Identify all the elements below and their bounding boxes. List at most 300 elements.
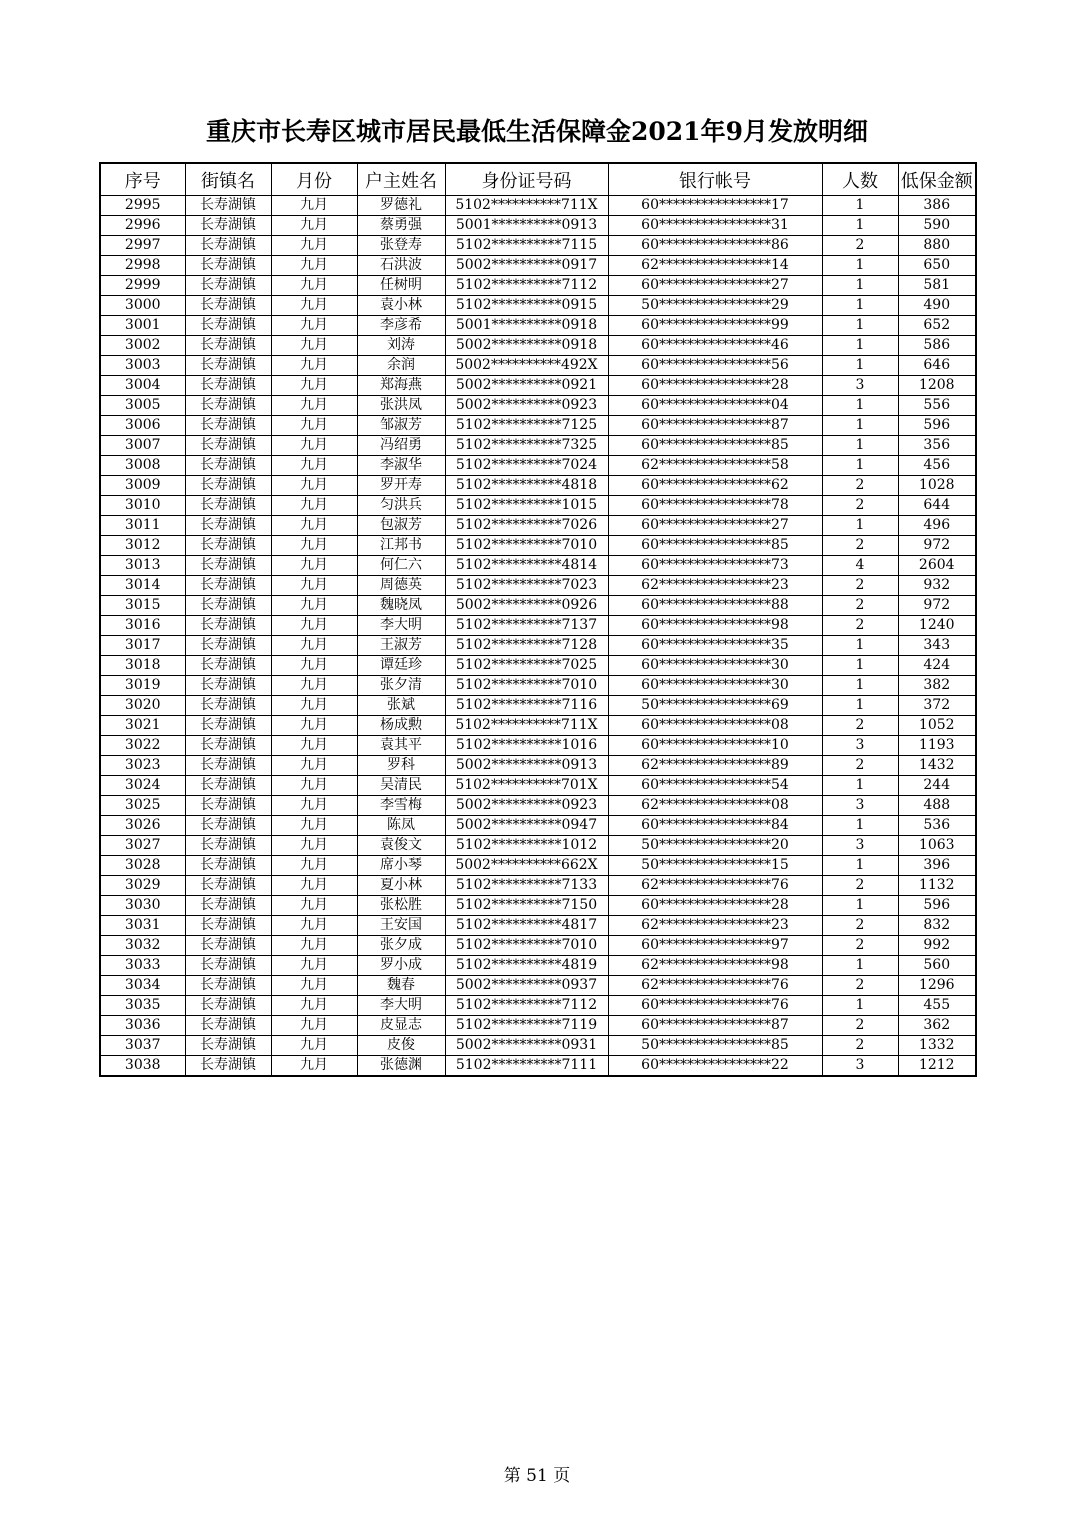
month-cell: 九月 <box>271 476 357 496</box>
id-number-cell: 5002**********0913 <box>445 756 608 776</box>
town-cell: 长寿湖镇 <box>185 436 271 456</box>
month-cell: 九月 <box>271 996 357 1016</box>
table-row <box>100 556 976 576</box>
householder-cell: 夏小林 <box>357 876 445 896</box>
serial-cell: 3036 <box>100 1016 185 1036</box>
table-row <box>100 696 976 716</box>
bank-account-cell: 50****************85 <box>608 1036 822 1056</box>
table-header-row <box>100 163 976 196</box>
bank-account-cell: 60****************87 <box>608 416 822 436</box>
id-number-cell: 5102**********4814 <box>445 556 608 576</box>
persons-cell: 2 <box>822 976 898 996</box>
month-cell: 九月 <box>271 716 357 736</box>
month-cell: 九月 <box>271 576 357 596</box>
town-cell: 长寿湖镇 <box>185 676 271 696</box>
householder-cell: 皮显志 <box>357 1016 445 1036</box>
amount-cell: 1332 <box>898 1036 976 1056</box>
householder-cell: 罗开寿 <box>357 476 445 496</box>
town-cell: 长寿湖镇 <box>185 616 271 636</box>
bank-account-cell: 60****************84 <box>608 816 822 836</box>
month-cell: 九月 <box>271 956 357 976</box>
serial-cell: 3021 <box>100 716 185 736</box>
amount-cell: 1132 <box>898 876 976 896</box>
persons-cell: 2 <box>822 496 898 516</box>
table-row <box>100 356 976 376</box>
table-row <box>100 576 976 596</box>
householder-cell: 包淑芳 <box>357 516 445 536</box>
bank-account-cell: 62****************98 <box>608 956 822 976</box>
table-row <box>100 776 976 796</box>
persons-cell: 1 <box>822 696 898 716</box>
amount-cell: 1432 <box>898 756 976 776</box>
persons-cell: 1 <box>822 816 898 836</box>
table-row <box>100 456 976 476</box>
householder-cell: 王安国 <box>357 916 445 936</box>
bank-account-cell: 62****************89 <box>608 756 822 776</box>
persons-cell: 2 <box>822 1036 898 1056</box>
bank-account-cell: 60****************22 <box>608 1056 822 1077</box>
table-body <box>100 196 976 1077</box>
id-number-cell: 5001**********0913 <box>445 216 608 236</box>
id-number-cell: 5001**********0918 <box>445 316 608 336</box>
householder-cell: 李彦希 <box>357 316 445 336</box>
town-cell: 长寿湖镇 <box>185 476 271 496</box>
serial-cell: 2997 <box>100 236 185 256</box>
id-number-cell: 5002**********0937 <box>445 976 608 996</box>
persons-cell: 3 <box>822 736 898 756</box>
table-row <box>100 276 976 296</box>
town-cell: 长寿湖镇 <box>185 256 271 276</box>
month-cell: 九月 <box>271 436 357 456</box>
serial-cell: 3025 <box>100 796 185 816</box>
table-row <box>100 976 976 996</box>
id-number-cell: 5102**********7112 <box>445 996 608 1016</box>
month-cell: 九月 <box>271 236 357 256</box>
bank-account-cell: 50****************29 <box>608 296 822 316</box>
householder-cell: 张松胜 <box>357 896 445 916</box>
month-cell: 九月 <box>271 776 357 796</box>
serial-cell: 3030 <box>100 896 185 916</box>
amount-cell: 1208 <box>898 376 976 396</box>
id-number-cell: 5102**********1016 <box>445 736 608 756</box>
amount-cell: 596 <box>898 896 976 916</box>
amount-cell: 488 <box>898 796 976 816</box>
table-row <box>100 536 976 556</box>
serial-cell: 3012 <box>100 536 185 556</box>
persons-cell: 1 <box>822 956 898 976</box>
town-cell: 长寿湖镇 <box>185 736 271 756</box>
town-cell: 长寿湖镇 <box>185 816 271 836</box>
id-number-cell: 5102**********7128 <box>445 636 608 656</box>
householder-cell: 周德英 <box>357 576 445 596</box>
amount-cell: 244 <box>898 776 976 796</box>
town-cell: 长寿湖镇 <box>185 936 271 956</box>
householder-cell: 袁俊文 <box>357 836 445 856</box>
town-cell: 长寿湖镇 <box>185 1016 271 1036</box>
persons-cell: 1 <box>822 276 898 296</box>
householder-cell: 李大明 <box>357 996 445 1016</box>
serial-cell: 3022 <box>100 736 185 756</box>
householder-cell: 陈凤 <box>357 816 445 836</box>
table-row <box>100 796 976 816</box>
table-row <box>100 476 976 496</box>
town-cell: 长寿湖镇 <box>185 916 271 936</box>
serial-cell: 2999 <box>100 276 185 296</box>
col-header-householder: 户主姓名 <box>357 163 445 196</box>
col-header-persons: 人数 <box>822 163 898 196</box>
table-row <box>100 1056 976 1077</box>
bank-account-cell: 60****************28 <box>608 376 822 396</box>
bank-account-cell: 60****************88 <box>608 596 822 616</box>
bank-account-cell: 60****************31 <box>608 216 822 236</box>
id-number-cell: 5102**********4818 <box>445 476 608 496</box>
table-row <box>100 1036 976 1056</box>
month-cell: 九月 <box>271 536 357 556</box>
serial-cell: 2998 <box>100 256 185 276</box>
bank-account-cell: 60****************78 <box>608 496 822 516</box>
town-cell: 长寿湖镇 <box>185 756 271 776</box>
bank-account-cell: 60****************97 <box>608 936 822 956</box>
table-row <box>100 616 976 636</box>
id-number-cell: 5102**********7112 <box>445 276 608 296</box>
town-cell: 长寿湖镇 <box>185 556 271 576</box>
town-cell: 长寿湖镇 <box>185 956 271 976</box>
table-row <box>100 216 976 236</box>
householder-cell: 刘涛 <box>357 336 445 356</box>
amount-cell: 972 <box>898 536 976 556</box>
persons-cell: 1 <box>822 196 898 216</box>
persons-cell: 2 <box>822 876 898 896</box>
persons-cell: 1 <box>822 296 898 316</box>
table-row <box>100 856 976 876</box>
persons-cell: 1 <box>822 896 898 916</box>
serial-cell: 3013 <box>100 556 185 576</box>
town-cell: 长寿湖镇 <box>185 636 271 656</box>
householder-cell: 袁其平 <box>357 736 445 756</box>
householder-cell: 张洪凤 <box>357 396 445 416</box>
id-number-cell: 5002**********0917 <box>445 256 608 276</box>
householder-cell: 匀洪兵 <box>357 496 445 516</box>
serial-cell: 3014 <box>100 576 185 596</box>
month-cell: 九月 <box>271 656 357 676</box>
id-number-cell: 5102**********7150 <box>445 896 608 916</box>
town-cell: 长寿湖镇 <box>185 856 271 876</box>
persons-cell: 1 <box>822 356 898 376</box>
month-cell: 九月 <box>271 696 357 716</box>
table-row <box>100 376 976 396</box>
persons-cell: 1 <box>822 436 898 456</box>
bank-account-cell: 60****************99 <box>608 316 822 336</box>
col-header-serial: 序号 <box>100 163 185 196</box>
bank-account-cell: 60****************30 <box>608 676 822 696</box>
town-cell: 长寿湖镇 <box>185 1056 271 1077</box>
householder-cell: 李雪梅 <box>357 796 445 816</box>
persons-cell: 1 <box>822 776 898 796</box>
town-cell: 长寿湖镇 <box>185 216 271 236</box>
month-cell: 九月 <box>271 316 357 336</box>
persons-cell: 3 <box>822 836 898 856</box>
table-row <box>100 996 976 1016</box>
serial-cell: 3009 <box>100 476 185 496</box>
table-row <box>100 676 976 696</box>
amount-cell: 880 <box>898 236 976 256</box>
persons-cell: 2 <box>822 616 898 636</box>
persons-cell: 2 <box>822 596 898 616</box>
householder-cell: 张德渊 <box>357 1056 445 1077</box>
town-cell: 长寿湖镇 <box>185 376 271 396</box>
persons-cell: 3 <box>822 796 898 816</box>
householder-cell: 席小琴 <box>357 856 445 876</box>
month-cell: 九月 <box>271 676 357 696</box>
id-number-cell: 5102**********711X <box>445 716 608 736</box>
town-cell: 长寿湖镇 <box>185 496 271 516</box>
persons-cell: 2 <box>822 936 898 956</box>
householder-cell: 江邦书 <box>357 536 445 556</box>
persons-cell: 1 <box>822 456 898 476</box>
town-cell: 长寿湖镇 <box>185 296 271 316</box>
id-number-cell: 5102**********7010 <box>445 936 608 956</box>
serial-cell: 3000 <box>100 296 185 316</box>
householder-cell: 李大明 <box>357 616 445 636</box>
householder-cell: 张登寿 <box>357 236 445 256</box>
id-number-cell: 5102**********7116 <box>445 696 608 716</box>
serial-cell: 3029 <box>100 876 185 896</box>
serial-cell: 3023 <box>100 756 185 776</box>
bank-account-cell: 60****************62 <box>608 476 822 496</box>
amount-cell: 490 <box>898 296 976 316</box>
table-row <box>100 836 976 856</box>
persons-cell: 1 <box>822 396 898 416</box>
persons-cell: 1 <box>822 856 898 876</box>
month-cell: 九月 <box>271 736 357 756</box>
month-cell: 九月 <box>271 196 357 216</box>
table-row <box>100 496 976 516</box>
bank-account-cell: 60****************27 <box>608 276 822 296</box>
bank-account-cell: 62****************58 <box>608 456 822 476</box>
town-cell: 长寿湖镇 <box>185 316 271 336</box>
persons-cell: 3 <box>822 1056 898 1077</box>
persons-cell: 1 <box>822 336 898 356</box>
persons-cell: 2 <box>822 576 898 596</box>
bank-account-cell: 62****************14 <box>608 256 822 276</box>
bank-account-cell: 60****************85 <box>608 436 822 456</box>
town-cell: 长寿湖镇 <box>185 836 271 856</box>
amount-cell: 650 <box>898 256 976 276</box>
id-number-cell: 5102**********711X <box>445 196 608 216</box>
amount-cell: 596 <box>898 416 976 436</box>
amount-cell: 992 <box>898 936 976 956</box>
householder-cell: 魏春 <box>357 976 445 996</box>
householder-cell: 袁小林 <box>357 296 445 316</box>
id-number-cell: 5102**********1015 <box>445 496 608 516</box>
amount-cell: 932 <box>898 576 976 596</box>
householder-cell: 谭廷珍 <box>357 656 445 676</box>
amount-cell: 1063 <box>898 836 976 856</box>
amount-cell: 644 <box>898 496 976 516</box>
householder-cell: 邹淑芳 <box>357 416 445 436</box>
month-cell: 九月 <box>271 556 357 576</box>
table-row <box>100 316 976 336</box>
month-cell: 九月 <box>271 216 357 236</box>
id-number-cell: 5102**********4817 <box>445 916 608 936</box>
table-row <box>100 756 976 776</box>
serial-cell: 3026 <box>100 816 185 836</box>
id-number-cell: 5002**********0931 <box>445 1036 608 1056</box>
amount-cell: 1296 <box>898 976 976 996</box>
id-number-cell: 5102**********7010 <box>445 676 608 696</box>
month-cell: 九月 <box>271 816 357 836</box>
month-cell: 九月 <box>271 1056 357 1077</box>
id-number-cell: 5102**********7137 <box>445 616 608 636</box>
persons-cell: 3 <box>822 376 898 396</box>
householder-cell: 张夕成 <box>357 936 445 956</box>
bank-account-cell: 60****************35 <box>608 636 822 656</box>
persons-cell: 2 <box>822 916 898 936</box>
id-number-cell: 5002**********492X <box>445 356 608 376</box>
serial-cell: 3032 <box>100 936 185 956</box>
id-number-cell: 5102**********7024 <box>445 456 608 476</box>
amount-cell: 581 <box>898 276 976 296</box>
amount-cell: 386 <box>898 196 976 216</box>
id-number-cell: 5102**********7026 <box>445 516 608 536</box>
amount-cell: 424 <box>898 656 976 676</box>
bank-account-cell: 60****************85 <box>608 536 822 556</box>
table-row <box>100 196 976 216</box>
serial-cell: 3024 <box>100 776 185 796</box>
table-row <box>100 956 976 976</box>
householder-cell: 皮俊 <box>357 1036 445 1056</box>
id-number-cell: 5102**********7325 <box>445 436 608 456</box>
serial-cell: 3019 <box>100 676 185 696</box>
bank-account-cell: 50****************69 <box>608 696 822 716</box>
householder-cell: 张夕清 <box>357 676 445 696</box>
persons-cell: 1 <box>822 996 898 1016</box>
persons-cell: 1 <box>822 636 898 656</box>
town-cell: 长寿湖镇 <box>185 976 271 996</box>
serial-cell: 3001 <box>100 316 185 336</box>
bank-account-cell: 62****************23 <box>608 916 822 936</box>
serial-cell: 3027 <box>100 836 185 856</box>
bank-account-cell: 60****************08 <box>608 716 822 736</box>
month-cell: 九月 <box>271 296 357 316</box>
bank-account-cell: 60****************04 <box>608 396 822 416</box>
table-row <box>100 916 976 936</box>
amount-cell: 652 <box>898 316 976 336</box>
table-row <box>100 336 976 356</box>
serial-cell: 3003 <box>100 356 185 376</box>
serial-cell: 3015 <box>100 596 185 616</box>
month-cell: 九月 <box>271 416 357 436</box>
table-row <box>100 396 976 416</box>
table-row <box>100 896 976 916</box>
month-cell: 九月 <box>271 356 357 376</box>
serial-cell: 3016 <box>100 616 185 636</box>
town-cell: 长寿湖镇 <box>185 656 271 676</box>
town-cell: 长寿湖镇 <box>185 336 271 356</box>
bank-account-cell: 60****************10 <box>608 736 822 756</box>
serial-cell: 3007 <box>100 436 185 456</box>
town-cell: 长寿湖镇 <box>185 456 271 476</box>
town-cell: 长寿湖镇 <box>185 1036 271 1056</box>
bank-account-cell: 50****************20 <box>608 836 822 856</box>
table-row <box>100 736 976 756</box>
month-cell: 九月 <box>271 916 357 936</box>
town-cell: 长寿湖镇 <box>185 596 271 616</box>
bank-account-cell: 60****************27 <box>608 516 822 536</box>
town-cell: 长寿湖镇 <box>185 996 271 1016</box>
serial-cell: 2996 <box>100 216 185 236</box>
town-cell: 长寿湖镇 <box>185 696 271 716</box>
table-row <box>100 516 976 536</box>
month-cell: 九月 <box>271 896 357 916</box>
month-cell: 九月 <box>271 936 357 956</box>
amount-cell: 1052 <box>898 716 976 736</box>
town-cell: 长寿湖镇 <box>185 356 271 376</box>
table-row <box>100 1016 976 1036</box>
table-row <box>100 936 976 956</box>
table-row <box>100 876 976 896</box>
bank-account-cell: 62****************76 <box>608 876 822 896</box>
month-cell: 九月 <box>271 616 357 636</box>
householder-cell: 魏晓凤 <box>357 596 445 616</box>
amount-cell: 396 <box>898 856 976 876</box>
amount-cell: 455 <box>898 996 976 1016</box>
serial-cell: 3031 <box>100 916 185 936</box>
town-cell: 长寿湖镇 <box>185 396 271 416</box>
page-title: 重庆市长寿区城市居民最低生活保障金2021年9月发放明细 <box>206 117 868 146</box>
serial-cell: 3010 <box>100 496 185 516</box>
bank-account-cell: 62****************76 <box>608 976 822 996</box>
town-cell: 长寿湖镇 <box>185 516 271 536</box>
bank-account-cell: 60****************73 <box>608 556 822 576</box>
month-cell: 九月 <box>271 396 357 416</box>
table-row <box>100 256 976 276</box>
id-number-cell: 5102**********7115 <box>445 236 608 256</box>
amount-cell: 356 <box>898 436 976 456</box>
bank-account-cell: 60****************76 <box>608 996 822 1016</box>
bank-account-cell: 60****************28 <box>608 896 822 916</box>
id-number-cell: 5002**********0918 <box>445 336 608 356</box>
bank-account-cell: 60****************87 <box>608 1016 822 1036</box>
bank-account-cell: 62****************23 <box>608 576 822 596</box>
serial-cell: 3005 <box>100 396 185 416</box>
amount-cell: 1193 <box>898 736 976 756</box>
town-cell: 长寿湖镇 <box>185 236 271 256</box>
bank-account-cell: 60****************56 <box>608 356 822 376</box>
page-number: 第 51 页 <box>503 1466 571 1486</box>
amount-cell: 382 <box>898 676 976 696</box>
persons-cell: 1 <box>822 416 898 436</box>
amount-cell: 362 <box>898 1016 976 1036</box>
id-number-cell: 5002**********0923 <box>445 396 608 416</box>
serial-cell: 3018 <box>100 656 185 676</box>
persons-cell: 1 <box>822 216 898 236</box>
persons-cell: 1 <box>822 656 898 676</box>
table-row <box>100 716 976 736</box>
amount-cell: 832 <box>898 916 976 936</box>
amount-cell: 372 <box>898 696 976 716</box>
col-header-id-number: 身份证号码 <box>445 163 608 196</box>
col-header-town: 街镇名 <box>185 163 271 196</box>
amount-cell: 556 <box>898 396 976 416</box>
serial-cell: 2995 <box>100 196 185 216</box>
month-cell: 九月 <box>271 456 357 476</box>
month-cell: 九月 <box>271 856 357 876</box>
householder-cell: 冯绍勇 <box>357 436 445 456</box>
persons-cell: 2 <box>822 236 898 256</box>
serial-cell: 3008 <box>100 456 185 476</box>
town-cell: 长寿湖镇 <box>185 796 271 816</box>
